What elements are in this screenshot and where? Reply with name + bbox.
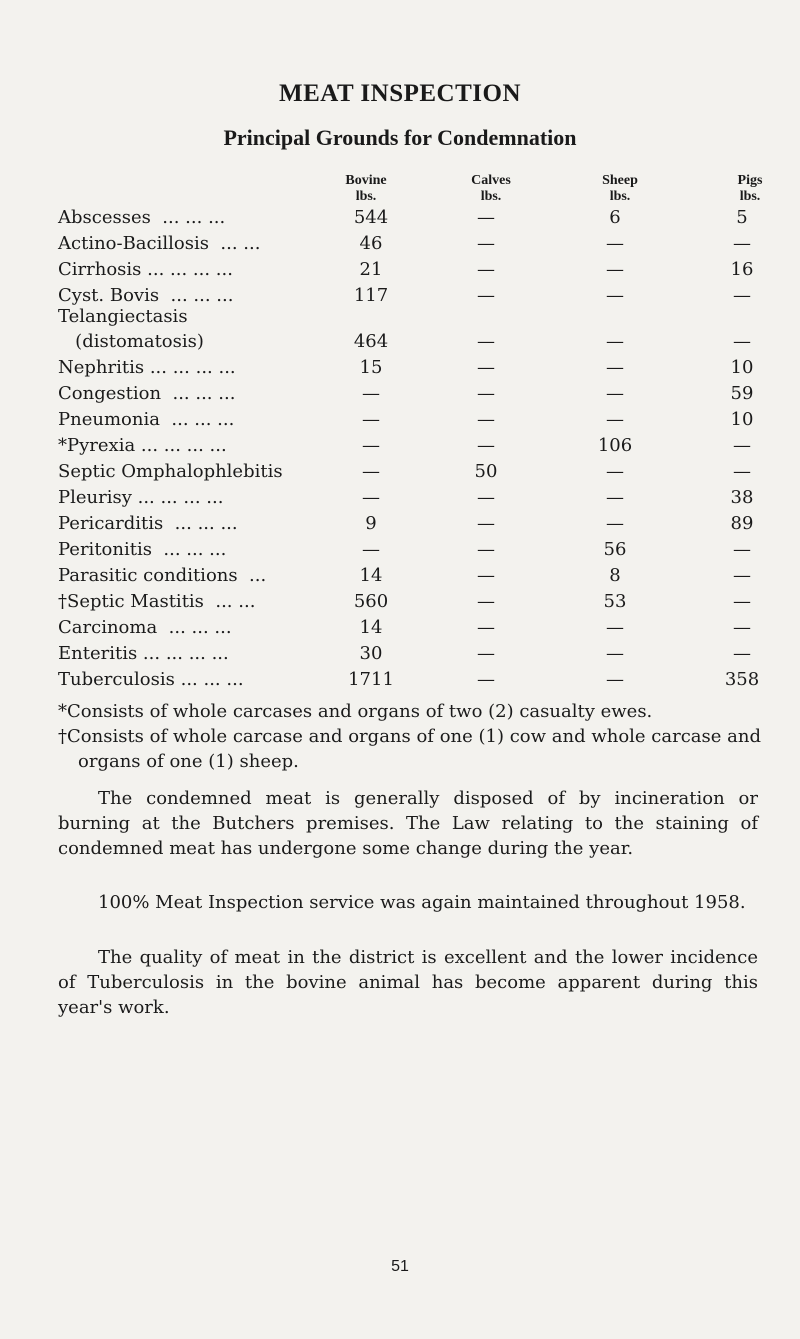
column-name: Bovine	[345, 173, 387, 188]
cell-sheep: —	[606, 259, 624, 280]
page-title: MEAT INSPECTION	[278, 80, 522, 107]
cell-calves: —	[477, 539, 495, 560]
cell-bovine: 544	[353, 207, 389, 228]
cell-calves: —	[477, 565, 495, 586]
row-label: Enteritis ... ... ... ...	[58, 643, 229, 664]
row-label: Parasitic conditions ...	[58, 565, 267, 586]
cell-bovine: 46	[359, 233, 383, 254]
row-label: *Pyrexia ... ... ... ...	[58, 435, 227, 456]
row-label: Telangiectasis	[58, 306, 188, 327]
cell-pigs: 89	[730, 513, 754, 534]
footnote-mastitis: †Consists of whole carcase and organs of one (1) cow and whole carcase and organs of one (1) sheep.	[58, 726, 761, 772]
paragraph-meat-quality: The quality of meat in the district is excellent and the lower incidence of Tuberculosis in the bovine animal has become apparent during this year's work.	[58, 947, 758, 1018]
cell-sheep: 53	[603, 591, 627, 612]
cell-sheep: —	[606, 487, 624, 508]
cell-sheep: —	[606, 357, 624, 378]
cell-sheep: —	[606, 409, 624, 430]
cell-bovine: 117	[353, 285, 389, 306]
cell-sheep: —	[606, 331, 624, 352]
cell-pigs: 10	[730, 357, 754, 378]
row-label: Cyst. Bovis ... ... ...	[58, 285, 234, 306]
column-header-pigs	[700, 173, 800, 205]
row-label: Septic Omphalophlebitis	[58, 461, 283, 482]
table-row	[0, 565, 800, 591]
row-label: Peritonitis ... ... ...	[58, 539, 227, 560]
row-label: Pleurisy ... ... ... ...	[58, 487, 224, 508]
cell-calves: —	[477, 487, 495, 508]
cell-calves: —	[477, 285, 495, 306]
row-label: Abscesses ... ... ...	[58, 207, 226, 228]
cell-bovine: 15	[359, 357, 383, 378]
cell-bovine: —	[362, 383, 380, 404]
cell-sheep: —	[606, 617, 624, 638]
cell-bovine: —	[362, 487, 380, 508]
table-row	[0, 617, 800, 643]
page-number: 51	[391, 1258, 409, 1275]
row-label: †Septic Mastitis ... ...	[58, 591, 256, 612]
cell-sheep: —	[606, 513, 624, 534]
column-unit: lbs.	[739, 189, 761, 204]
table-row	[0, 409, 800, 435]
paragraph-disposal: The condemned meat is generally disposed of by incineration or burning at the Butchers premises. The Law relating to the staining of condemned meat has undergone some change during the year.	[58, 788, 758, 859]
table-row	[0, 487, 800, 513]
cell-sheep: —	[606, 461, 624, 482]
cell-bovine: 464	[353, 331, 389, 352]
cell-pigs: —	[733, 591, 751, 612]
column-unit: lbs.	[355, 189, 377, 204]
table-row	[0, 331, 800, 357]
cell-pigs: —	[733, 331, 751, 352]
column-name: Calves	[471, 173, 511, 188]
table-subtitle: Principal Grounds for Condemnation	[223, 125, 577, 150]
cell-pigs: —	[733, 565, 751, 586]
row-label: Congestion ... ... ...	[58, 383, 236, 404]
row-label: Nephritis ... ... ... ...	[58, 357, 236, 378]
cell-bovine: —	[362, 539, 380, 560]
column-header-bovine	[316, 173, 416, 205]
row-label: Pericarditis ... ... ...	[58, 513, 238, 534]
cell-calves: —	[477, 435, 495, 456]
column-name: Sheep	[602, 173, 638, 188]
cell-calves: —	[477, 331, 495, 352]
cell-bovine: 14	[359, 565, 383, 586]
cell-pigs: —	[733, 233, 751, 254]
table-row	[0, 207, 800, 233]
cell-bovine: 30	[359, 643, 383, 664]
cell-bovine: —	[362, 409, 380, 430]
column-header-calves	[441, 173, 541, 205]
cell-bovine: 21	[359, 259, 383, 280]
table-row	[0, 306, 800, 332]
cell-pigs: 38	[730, 487, 754, 508]
table-row	[0, 259, 800, 285]
cell-calves: —	[477, 643, 495, 664]
cell-bovine: —	[362, 461, 380, 482]
cell-calves: —	[477, 409, 495, 430]
cell-pigs: 10	[730, 409, 754, 430]
table-row	[0, 233, 800, 259]
cell-calves: —	[477, 207, 495, 228]
cell-pigs: —	[733, 643, 751, 664]
cell-pigs: —	[733, 435, 751, 456]
cell-bovine: 9	[365, 513, 377, 534]
row-label: (distomatosis)	[58, 331, 204, 352]
cell-calves: —	[477, 617, 495, 638]
cell-pigs: 5	[736, 207, 748, 228]
cell-calves: —	[477, 513, 495, 534]
row-label: Pneumonia ... ... ...	[58, 409, 235, 430]
cell-pigs: 358	[724, 669, 760, 690]
table-row	[0, 591, 800, 617]
row-label: Tuberculosis ... ... ...	[58, 669, 244, 690]
column-unit: lbs.	[609, 189, 631, 204]
cell-calves: 50	[474, 461, 498, 482]
cell-calves: —	[477, 233, 495, 254]
cell-bovine: —	[362, 435, 380, 456]
cell-sheep: —	[606, 643, 624, 664]
cell-sheep: —	[606, 285, 624, 306]
cell-calves: —	[477, 383, 495, 404]
cell-pigs: —	[733, 285, 751, 306]
column-unit: lbs.	[480, 189, 502, 204]
table-row	[0, 539, 800, 565]
cell-bovine: 1711	[348, 669, 394, 690]
cell-calves: —	[477, 259, 495, 280]
cell-pigs: —	[733, 461, 751, 482]
cell-sheep: 8	[609, 565, 621, 586]
cell-pigs: 16	[730, 259, 754, 280]
table-row	[0, 513, 800, 539]
cell-sheep: 106	[597, 435, 633, 456]
cell-sheep: 56	[603, 539, 627, 560]
cell-bovine: 14	[359, 617, 383, 638]
table-row	[0, 435, 800, 461]
paragraph-inspection-service: 100% Meat Inspection service was again maintained throughout 1958.	[98, 892, 746, 913]
row-label: Carcinoma ... ... ...	[58, 617, 232, 638]
table-row	[0, 383, 800, 409]
column-header-sheep	[570, 173, 670, 205]
table-row	[0, 461, 800, 487]
table-row	[0, 643, 800, 669]
table-row	[0, 669, 800, 695]
cell-pigs: —	[733, 617, 751, 638]
cell-sheep: 6	[609, 207, 621, 228]
row-label: Cirrhosis ... ... ... ...	[58, 259, 233, 280]
cell-calves: —	[477, 357, 495, 378]
cell-calves: —	[477, 669, 495, 690]
cell-sheep: —	[606, 383, 624, 404]
cell-sheep: —	[606, 669, 624, 690]
footnote-pyrexia: *Consists of whole carcases and organs of two (2) casualty ewes.	[58, 701, 653, 722]
cell-pigs: 59	[730, 383, 754, 404]
cell-pigs: —	[733, 539, 751, 560]
table-row	[0, 357, 800, 383]
cell-calves: —	[477, 591, 495, 612]
cell-bovine: 560	[353, 591, 389, 612]
row-label: Actino-Bacillosis ... ...	[58, 233, 261, 254]
cell-sheep: —	[606, 233, 624, 254]
column-name: Pigs	[737, 173, 763, 188]
